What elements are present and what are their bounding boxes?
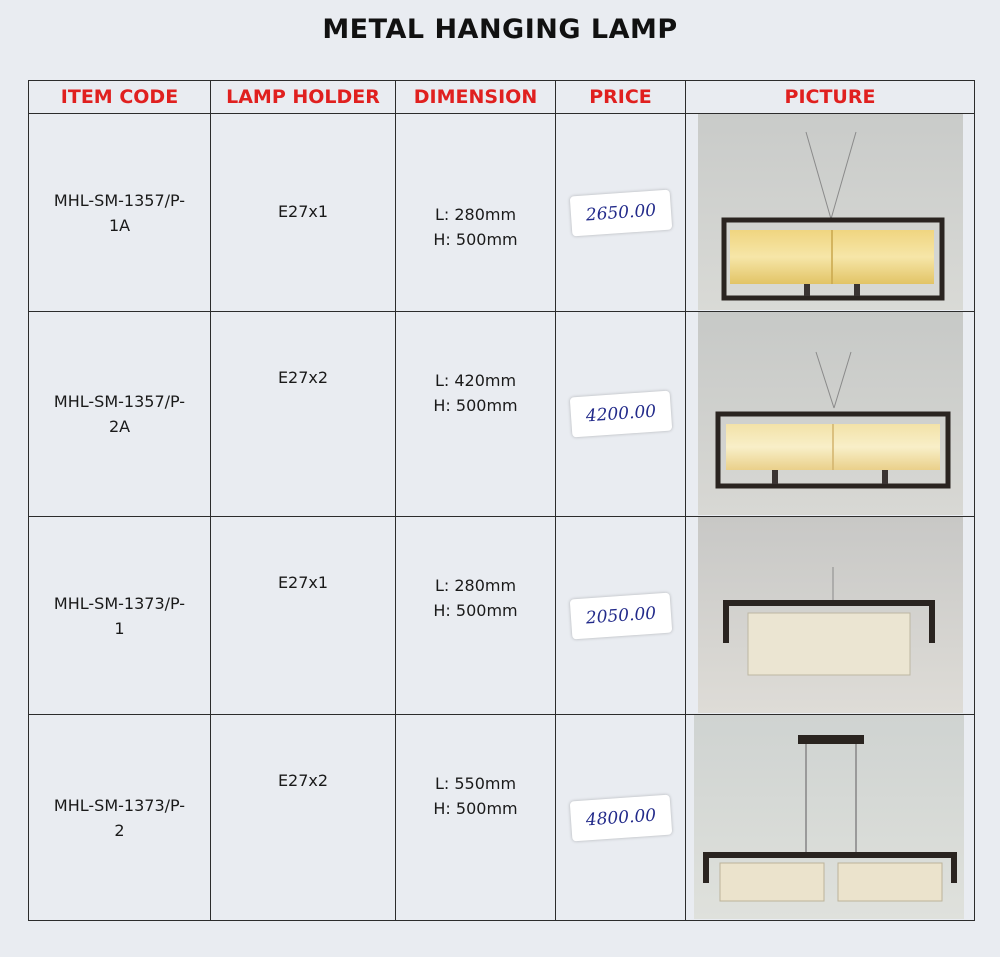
page-title: METAL HANGING LAMP (322, 14, 678, 45)
dimension-height: H: 500mm (433, 601, 518, 620)
rectangular-pendant-lamp-icon (686, 114, 975, 310)
item-code-line2: 2 (114, 820, 125, 840)
price-cell (556, 312, 686, 517)
picture-cell (686, 114, 975, 312)
dimension-height: H: 500mm (433, 799, 518, 818)
table-row (29, 517, 975, 715)
item-code-cell (29, 312, 211, 517)
item-code-line1: MHL-SM-1357/P- (53, 392, 186, 411)
table-row (29, 715, 975, 921)
product-table (28, 80, 975, 921)
picture-cell (686, 517, 975, 715)
item-code-cell (29, 517, 211, 715)
lamp-holder-value: E27x2 (277, 368, 329, 387)
bar-pendant-lamp-icon (686, 517, 975, 713)
item-code-line2: 2A (108, 417, 131, 436)
header-price: PRICE (556, 81, 686, 114)
lamp-holder-cell (211, 312, 396, 517)
lamp-holder-value: E27x2 (277, 771, 329, 790)
dimension-length: L: 420mm (434, 371, 517, 390)
item-code-line2: 1A (108, 215, 131, 235)
price-tag: 4200.00 (569, 391, 672, 438)
header-picture: PICTURE (686, 81, 975, 114)
table-row (29, 312, 975, 517)
dimension-cell (396, 312, 556, 517)
dimension-length: L: 280mm (434, 205, 517, 224)
item-code-line1: MHL-SM-1373/P- (53, 795, 186, 815)
lamp-holder-cell (211, 715, 396, 921)
price-tag: 2050.00 (569, 592, 672, 639)
header-dimension: DIMENSION (396, 81, 556, 114)
dimension-length: L: 550mm (434, 774, 517, 793)
table-row (29, 114, 975, 312)
dimension-cell (396, 114, 556, 312)
item-code-line2: 1 (114, 618, 125, 638)
price-cell (556, 517, 686, 715)
picture-cell (686, 312, 975, 517)
dimension-height: H: 500mm (433, 230, 518, 249)
lamp-holder-value: E27x1 (277, 573, 329, 592)
dimension-length: L: 280mm (434, 576, 517, 595)
header-lamp-holder: LAMP HOLDER (211, 81, 396, 114)
price-tag: 4800.00 (569, 794, 672, 841)
price-tag: 2650.00 (569, 189, 672, 236)
price-cell (556, 715, 686, 921)
item-code-cell (29, 715, 211, 921)
lamp-holder-cell (211, 114, 396, 312)
lamp-holder-value: E27x1 (277, 202, 329, 221)
header-row (29, 81, 975, 114)
item-code-line1: MHL-SM-1357/P- (53, 190, 186, 210)
dimension-cell (396, 715, 556, 921)
lamp-holder-cell (211, 517, 396, 715)
price-cell (556, 114, 686, 312)
dimension-height: H: 500mm (433, 396, 518, 415)
double-shade-pendant-lamp-icon (686, 715, 975, 919)
item-code-line1: MHL-SM-1373/P- (53, 593, 186, 613)
wide-rectangular-pendant-lamp-icon (686, 312, 975, 515)
header-item-code: ITEM CODE (29, 81, 211, 114)
item-code-cell (29, 114, 211, 312)
picture-cell (686, 715, 975, 921)
dimension-cell (396, 517, 556, 715)
